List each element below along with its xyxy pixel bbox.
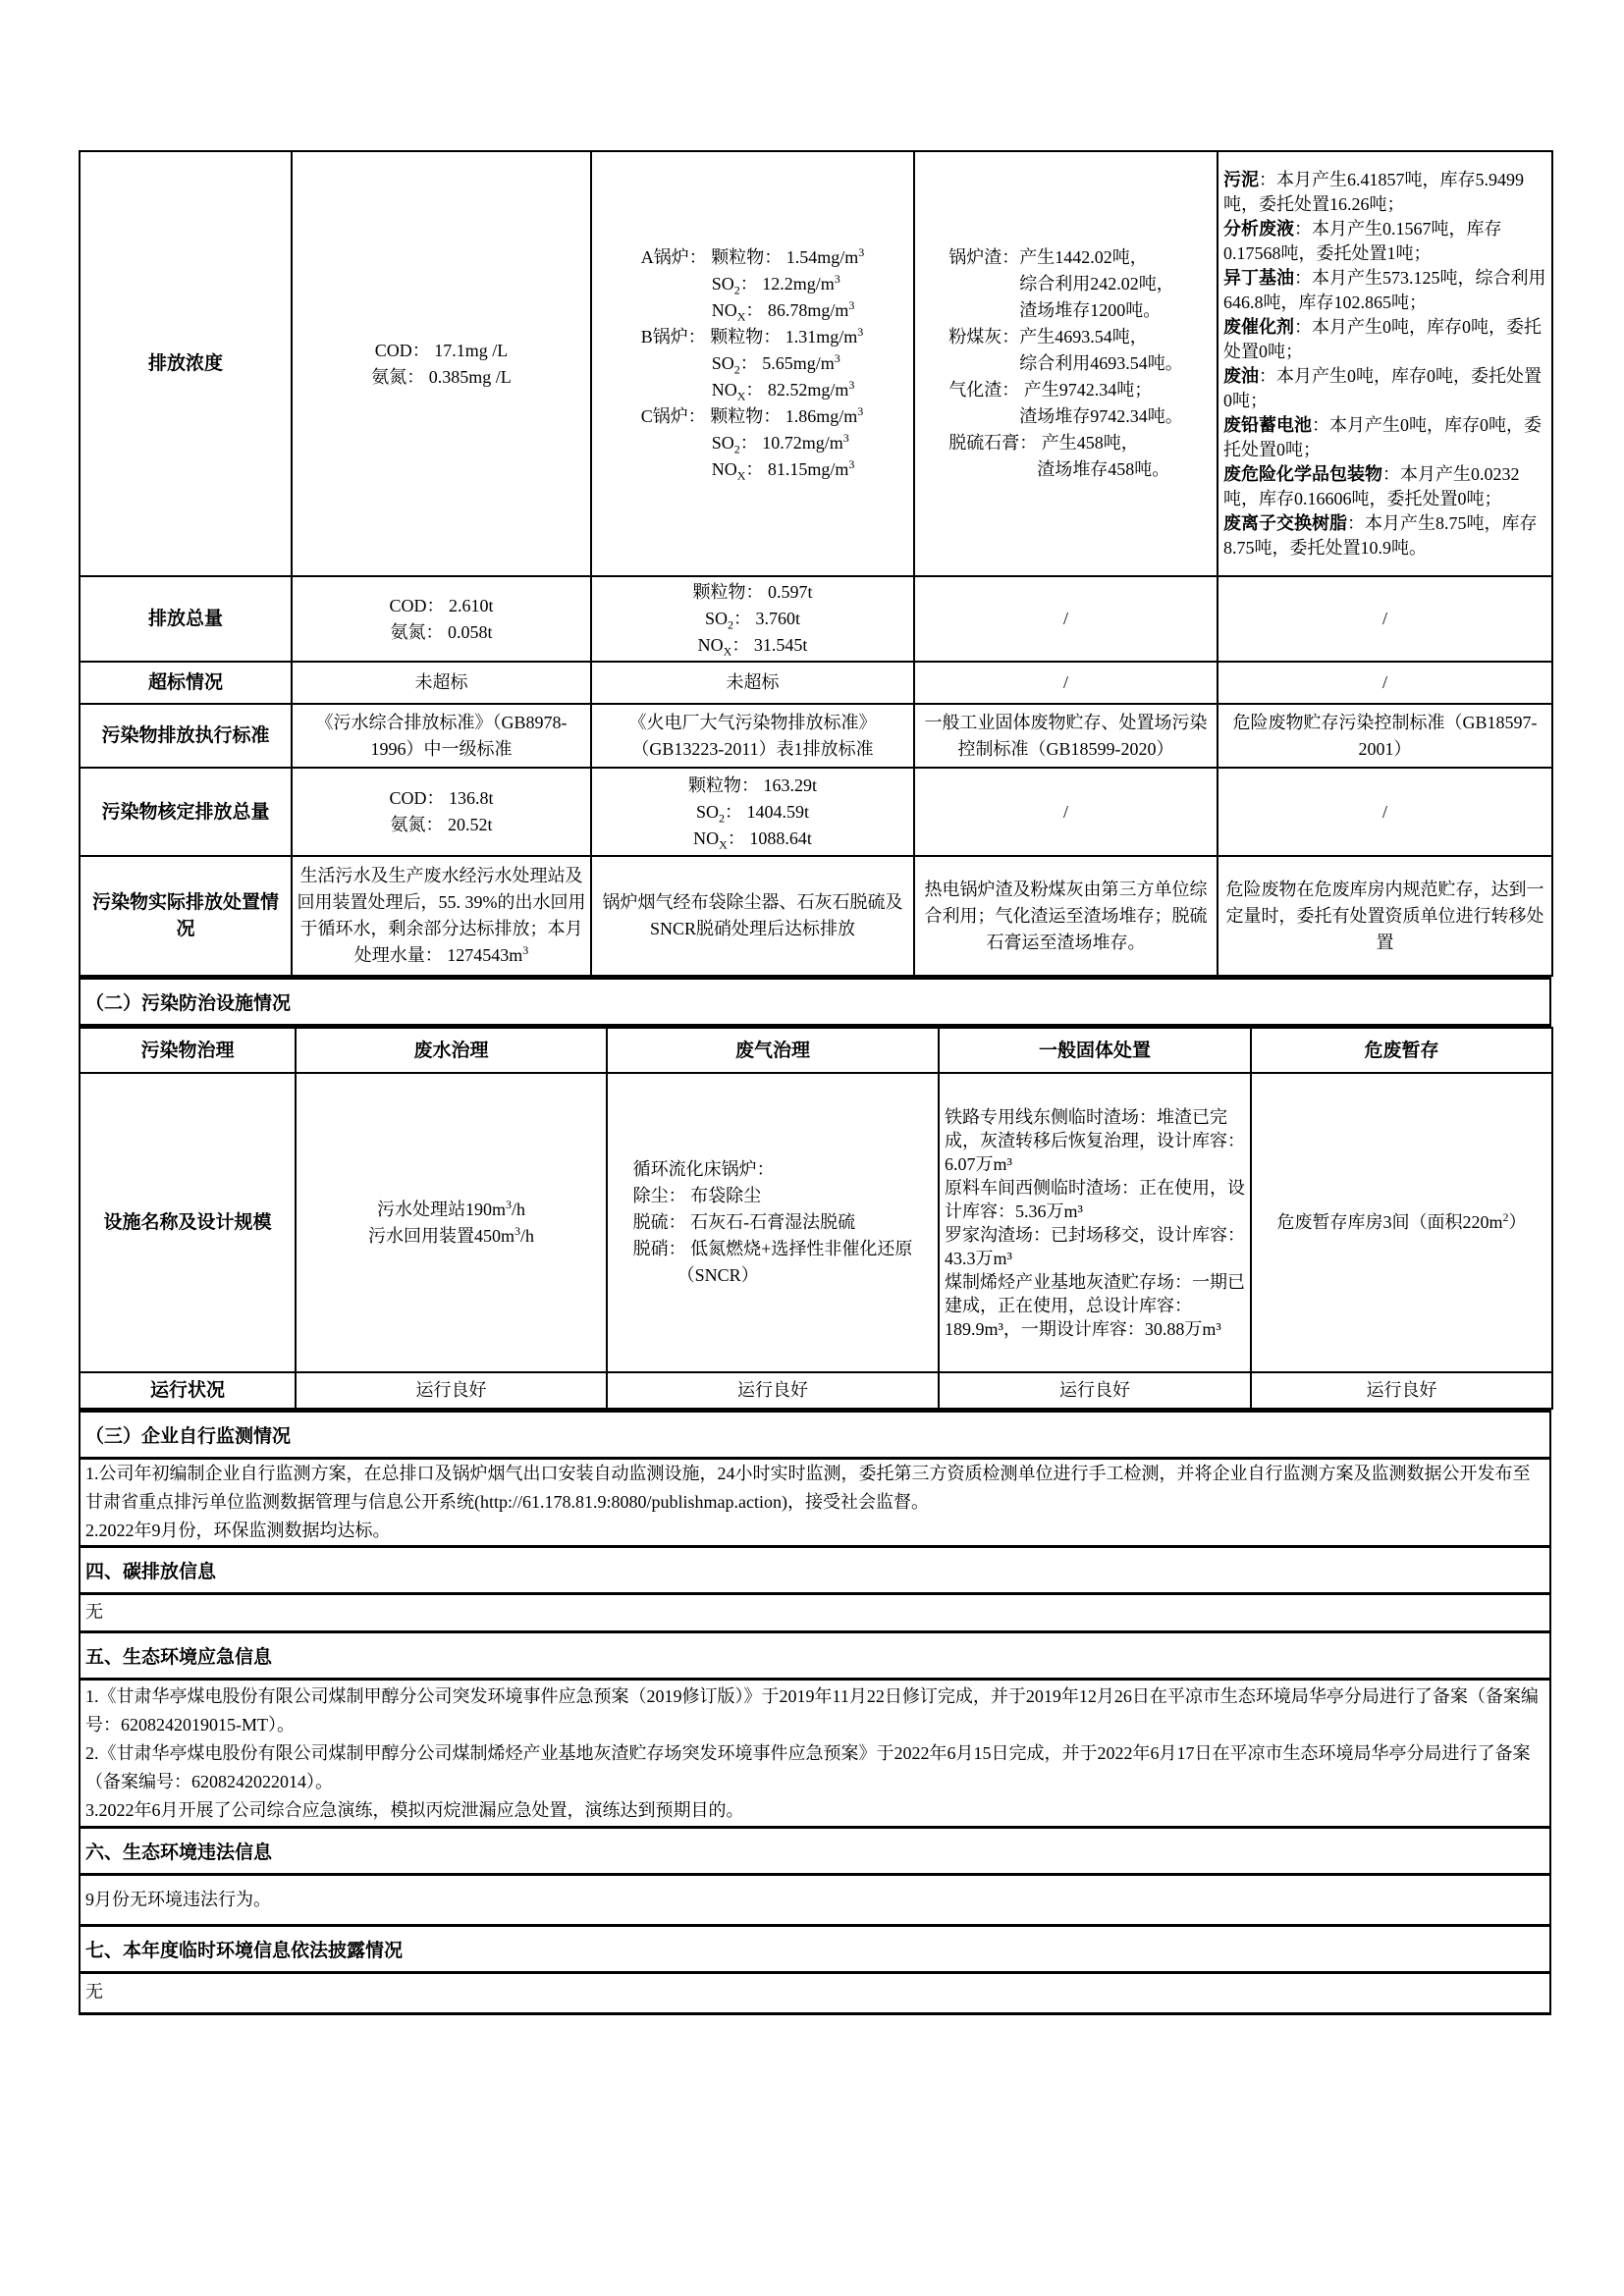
cell-exceedance-hazardous: / bbox=[1218, 662, 1552, 704]
row-actual-disposal bbox=[80, 856, 1552, 976]
solid-waste-block: 锅炉渣：产生1442.02吨， 综合利用242.02吨， 渣场堆存1200吨。 粉煤灰：产生4693.54吨， 综合利用4693.54吨。 气化渣： 产生9742.34吨； 渣场堆存9742.34吨。 脱硫石膏： 产生458吨， 渣场堆存458吨。 bbox=[948, 247, 1183, 479]
cell-facility-hazardous: 危废暂存库房3间（面积$220m^2$） bbox=[1251, 1073, 1552, 1372]
cell-approved-hazardous: / bbox=[1218, 768, 1552, 856]
cell-status-wastewater: 运行良好 bbox=[296, 1372, 607, 1409]
label-facility-scale: 设施名称及设计规模 bbox=[80, 1073, 296, 1372]
cell-exceedance-solid: / bbox=[914, 662, 1218, 704]
row-exceedance bbox=[80, 662, 1552, 704]
cell-total-wastewater: COD： 2.610t 氨氮： 0.058t bbox=[292, 576, 591, 662]
emission-table bbox=[79, 150, 1553, 977]
row-facility-header bbox=[80, 1028, 1552, 1073]
row-operation-status bbox=[80, 1372, 1552, 1409]
cell-wastewater-concentration: COD： 17.1mg /L 氨氮： 0.385mg /L bbox=[292, 151, 591, 576]
header-air-treatment: 废气治理 bbox=[607, 1028, 939, 1073]
header-solid-disposal: 一般固体处置 bbox=[939, 1028, 1251, 1073]
boiler-facility-block: 循环流化床锅炉： 除尘： 布袋除尘 脱硫： 石灰石-石膏湿法脱硫 脱硝： 低氮燃烧+选择性非催化还原 （SNCR） bbox=[632, 1159, 913, 1285]
header-hazardous-storage: 危废暂存 bbox=[1251, 1028, 1552, 1073]
row-emission-concentration bbox=[80, 151, 1552, 576]
cell-facility-air bbox=[607, 1073, 939, 1372]
header-wastewater-treatment: 废水治理 bbox=[296, 1028, 607, 1073]
facility-table bbox=[79, 1027, 1553, 1410]
row-total-emission bbox=[80, 576, 1552, 662]
cell-approved-solid: / bbox=[914, 768, 1218, 856]
label-emission-standard: 污染物排放执行标准 bbox=[80, 704, 292, 768]
air-concentration-block: A锅炉： 颗粒物： $1.54mg/m^3$ $SO_2$： $12.2mg/m^3$ $NO_X$： $86.78mg/m^3$ B锅炉： 颗粒物： $1.31mg/m^3$ $SO_2$： $5.65mg/m^3$ $NO_X$： $82.52mg/m^3$ C锅炉： 颗粒物： $1.86mg/m^3$ $SO_2$： $10.72mg/m^3$ $NO_X$： $81.15mg/m^3$ bbox=[640, 245, 865, 483]
label-approved-total: 污染物核定排放总量 bbox=[80, 768, 292, 856]
violation-info-text: 9月份无环境违法行为。 bbox=[79, 1876, 1551, 1924]
cell-disposal-hazardous: 危险废物在危废库房内规范贮存，达到一定量时，委托有处置资质单位进行转移处置 bbox=[1218, 856, 1552, 976]
section-temporary-disclosure: 七、本年度临时环境信息依法披露情况 bbox=[79, 1924, 1551, 1974]
header-pollutant-treatment: 污染物治理 bbox=[80, 1028, 296, 1073]
cell-status-solid: 运行良好 bbox=[939, 1372, 1251, 1409]
cell-total-hazardous: / bbox=[1218, 576, 1552, 662]
cell-air-concentration bbox=[591, 151, 914, 576]
row-emission-standard bbox=[80, 704, 1552, 768]
label-exceedance: 超标情况 bbox=[80, 662, 292, 704]
cell-approved-air: 颗粒物： 163.29t $SO_2$： 1404.59t $NO_X$： 1088.64t bbox=[591, 768, 914, 856]
cell-exceedance-air: 未超标 bbox=[591, 662, 914, 704]
cell-standard-hazardous: 危险废物贮存污染控制标准（GB18597-2001） bbox=[1218, 704, 1552, 768]
section-carbon-emission: 四、碳排放信息 bbox=[79, 1545, 1551, 1595]
cell-facility-solid: 铁路专用线东侧临时渣场：堆渣已完成，灰渣转移后恢复治理，设计库容：6.07万m³ 原料车间西侧临时渣场：正在使用，设计库容：5.36万m³ 罗家沟渣场：已封场移交，设计库容：43.3万m³ 煤制烯烃产业基地灰渣贮存场：一期已建成，正在使用，总设计库容：189.9m³，一期设计库容：30.88万m³ bbox=[939, 1073, 1251, 1372]
cell-disposal-solid: 热电锅炉渣及粉煤灰由第三方单位综合利用；气化渣运至渣场堆存；脱硫石膏运至渣场堆存。 bbox=[914, 856, 1218, 976]
cell-exceedance-wastewater: 未超标 bbox=[292, 662, 591, 704]
cell-hazardous-waste-amounts: 污泥：本月产生6.41857吨，库存5.9499吨，委托处置16.26吨； 分析废液：本月产生0.1567吨，库存0.17568吨，委托处置1吨； 异丁基油：本月产生573.125吨，综合利用646.8吨，库存102.865吨； 废催化剂：本月产生0吨，库存0吨，委托处置0吨； 废油：本月产生0吨，库存0吨，委托处置0吨； 废铅蓄电池：本月产生0吨，库存0吨，委托处置0吨； 废危险化学品包装物：本月产生0.0232吨，库存0.16606吨，委托处置0吨； 废离子交换树脂：本月产生8.75吨，库存8.75吨，委托处置10.9吨。 bbox=[1218, 151, 1552, 576]
emergency-info-text: 1.《甘肃华亭煤电股份有限公司煤制甲醇分公司突发环境事件应急预案（2019修订版）》于2019年11月22日修订完成，并于2019年12月26日在平凉市生态环境局华亭分局进行了备案（备案编号：6208242019015-MT）。 2.《甘肃华亭煤电股份有限公司煤制甲醇分公司煤制烯烃产业基地灰渣贮存场突发环境事件应急预案》于2022年6月15日完成，并于2022年6月17日在平凉市生态环境局华亭分局进行了备案（备案编号：6208242022014）。 3.2022年6月开展了公司综合应急演练，模拟丙烷泄漏应急处置，演练达到预期目的。 bbox=[79, 1681, 1551, 1826]
environmental-disclosure-document bbox=[79, 150, 1551, 2015]
row-facility-scale bbox=[80, 1073, 1552, 1372]
cell-status-air: 运行良好 bbox=[607, 1372, 939, 1409]
section-emergency-info: 五、生态环境应急信息 bbox=[79, 1630, 1551, 1681]
cell-total-solid: / bbox=[914, 576, 1218, 662]
cell-disposal-wastewater: 生活污水及生产废水经污水处理站及回用装置处理后，55. 39%的出水回用于循环水，剩余部分达标排放；本月处理水量： $1274543m^3$ bbox=[292, 856, 591, 976]
temporary-disclosure-text: 无 bbox=[79, 1974, 1551, 2015]
cell-disposal-air: 锅炉烟气经布袋除尘器、石灰石脱硫及SNCR脱硝处理后达标排放 bbox=[591, 856, 914, 976]
self-monitoring-text: 1.公司年初编制企业自行监测方案，在总排口及锅炉烟气出口安装自动监测设施，24小时实时监测，委托第三方资质检测单位进行手工检测，并将企业自行监测方案及监测数据公开发布至甘肃省重点排污单位监测数据管理与信息公开系统(http://61.178.81.9:8080/publishmap.action)，接受社会监督。 2.2022年9月份，环保监测数据均达标。 bbox=[79, 1460, 1551, 1545]
cell-standard-air: 《火电厂大气污染物排放标准》（GB13223-2011）表1排放标准 bbox=[591, 704, 914, 768]
section-pollution-control-facilities: （二）污染防治设施情况 bbox=[79, 977, 1551, 1027]
cell-solid-waste-amounts bbox=[914, 151, 1218, 576]
label-actual-disposal: 污染物实际排放处置情况 bbox=[80, 856, 292, 976]
cell-facility-wastewater: 污水处理站$190m^3/h$ 污水回用装置$450m^3/h$ bbox=[296, 1073, 607, 1372]
carbon-emission-text: 无 bbox=[79, 1595, 1551, 1630]
cell-standard-wastewater: 《污水综合排放标准》（GB8978-1996）中一级标准 bbox=[292, 704, 591, 768]
cell-standard-solid: 一般工业固体废物贮存、处置场污染控制标准（GB18599-2020） bbox=[914, 704, 1218, 768]
label-total-emission: 排放总量 bbox=[80, 576, 292, 662]
label-emission-concentration: 排放浓度 bbox=[80, 151, 292, 576]
cell-approved-wastewater: COD： 136.8t 氨氮： 20.52t bbox=[292, 768, 591, 856]
row-approved-total bbox=[80, 768, 1552, 856]
label-operation-status: 运行状况 bbox=[80, 1372, 296, 1409]
cell-total-air: 颗粒物： 0.597t $SO_2$： 3.760t $NO_X$： 31.545t bbox=[591, 576, 914, 662]
cell-status-hazardous: 运行良好 bbox=[1251, 1372, 1552, 1409]
section-self-monitoring: （三）企业自行监测情况 bbox=[79, 1410, 1551, 1460]
section-violation-info: 六、生态环境违法信息 bbox=[79, 1826, 1551, 1876]
